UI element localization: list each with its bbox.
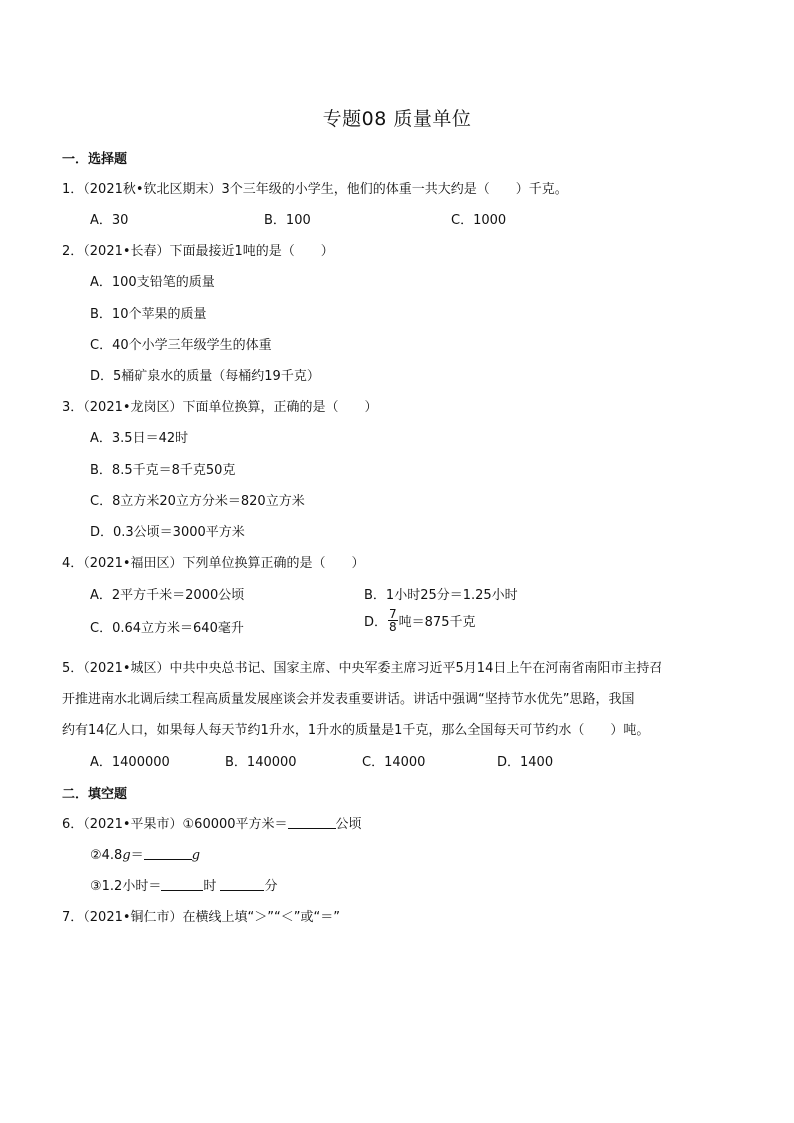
- option-d: [364, 608, 475, 633]
- question-2-tail: ）: [320, 244, 334, 259]
- option-b: B．100: [264, 213, 311, 228]
- option-b: B．1小时25分＝1.25小时: [364, 588, 518, 603]
- question-5-line-3-tail: ）吨。: [610, 723, 650, 738]
- page-title: 专题08 质量单位: [322, 108, 472, 130]
- option-c: C．14000: [362, 755, 426, 770]
- question-6-stem-tail: 公顷: [335, 817, 362, 832]
- unit-g: g: [122, 848, 131, 863]
- option-d-suffix: 吨＝875千克: [398, 615, 476, 630]
- answer-blank[interactable]: [144, 847, 192, 860]
- option-d: D．5桶矿泉水的质量（每桶约19千克）: [90, 369, 320, 384]
- option-a: A．3.5日＝42时: [90, 431, 189, 446]
- option-d: D．0.3公顷＝3000平方米: [90, 525, 245, 540]
- option-b: B．8.5千克＝8千克50克: [90, 463, 236, 478]
- question-2: [62, 240, 334, 259]
- option-d-prefix: D．: [364, 615, 388, 630]
- option-b: B．140000: [225, 755, 297, 770]
- question-7: 7．（2021•铜仁市）在横线上填“＞”“＜”或“＝”: [62, 910, 340, 925]
- part-3-tail: 分: [264, 879, 278, 894]
- unit-g: g: [191, 848, 201, 863]
- part-2-prefix: ②4.8: [90, 848, 123, 863]
- option-c: C．8立方米20立方分米＝820立方米: [90, 494, 305, 509]
- option-a: A．1400000: [90, 755, 170, 770]
- option-c: C．1000: [451, 213, 507, 228]
- option-a: A．2平方千米＝2000公顷: [90, 588, 245, 603]
- answer-blank[interactable]: [288, 816, 336, 829]
- fraction-numerator: 7: [389, 607, 397, 621]
- question-6-part-3: [90, 875, 278, 894]
- question-3: [62, 396, 378, 415]
- option-d: D．1400: [497, 755, 554, 770]
- answer-blank[interactable]: [220, 878, 264, 891]
- question-4-tail: ）: [351, 556, 365, 571]
- question-3-stem: 3．（2021•龙岗区）下面单位换算，正确的是（: [62, 400, 339, 415]
- option-a: A．100支铅笔的质量: [90, 275, 215, 290]
- question-1-tail: ）千克。: [515, 182, 568, 197]
- question-4: [62, 552, 365, 571]
- question-1-stem: 1．（2021秋•钦北区期末）3个三年级的小学生，他们的体重一共大约是（: [62, 182, 490, 197]
- option-c: C．40个小学三年级学生的体重: [90, 338, 272, 353]
- part-2-equals: ＝: [130, 848, 144, 863]
- option-a: A．30: [90, 213, 129, 228]
- fraction-denominator: 8: [389, 620, 397, 634]
- answer-blank[interactable]: [161, 878, 203, 891]
- question-5-line-2: 开推进南水北调后续工程高质量发展座谈会并发表重要讲话。讲话中强调“坚持节水优先”思路，我国: [62, 692, 635, 707]
- section-heading-fill: 二．填空题: [62, 787, 128, 802]
- option-b: B．10个苹果的质量: [90, 307, 207, 322]
- option-c: C．0.64立方米＝640毫升: [90, 621, 244, 636]
- question-3-tail: ）: [364, 400, 378, 415]
- part-3-mid: 时: [203, 879, 221, 894]
- question-6-part-2: [90, 844, 200, 863]
- question-2-stem: 2．（2021•长春）下面最接近1吨的是（: [62, 244, 295, 259]
- part-3-prefix: ③1.2小时＝: [90, 879, 162, 894]
- fraction: [388, 608, 398, 633]
- question-4-stem: 4．（2021•福田区）下列单位换算正确的是（: [62, 556, 326, 571]
- section-heading-choice: 一．选择题: [62, 152, 128, 167]
- question-6-stem: 6．（2021•平果市）①60000平方米＝: [62, 817, 288, 832]
- question-5-line-3-text: 约有14亿人口，如果每人每天节约1升水，1升水的质量是1千克，那么全国每天可节约水（: [62, 723, 585, 738]
- question-1: [62, 178, 568, 197]
- question-5-line-1: 5．（2021•城区）中共中央总书记、国家主席、中央军委主席习近平5月14日上午在河南省南阳市主持召: [62, 661, 663, 676]
- question-6: [62, 813, 362, 832]
- question-5-line-3: [62, 719, 649, 738]
